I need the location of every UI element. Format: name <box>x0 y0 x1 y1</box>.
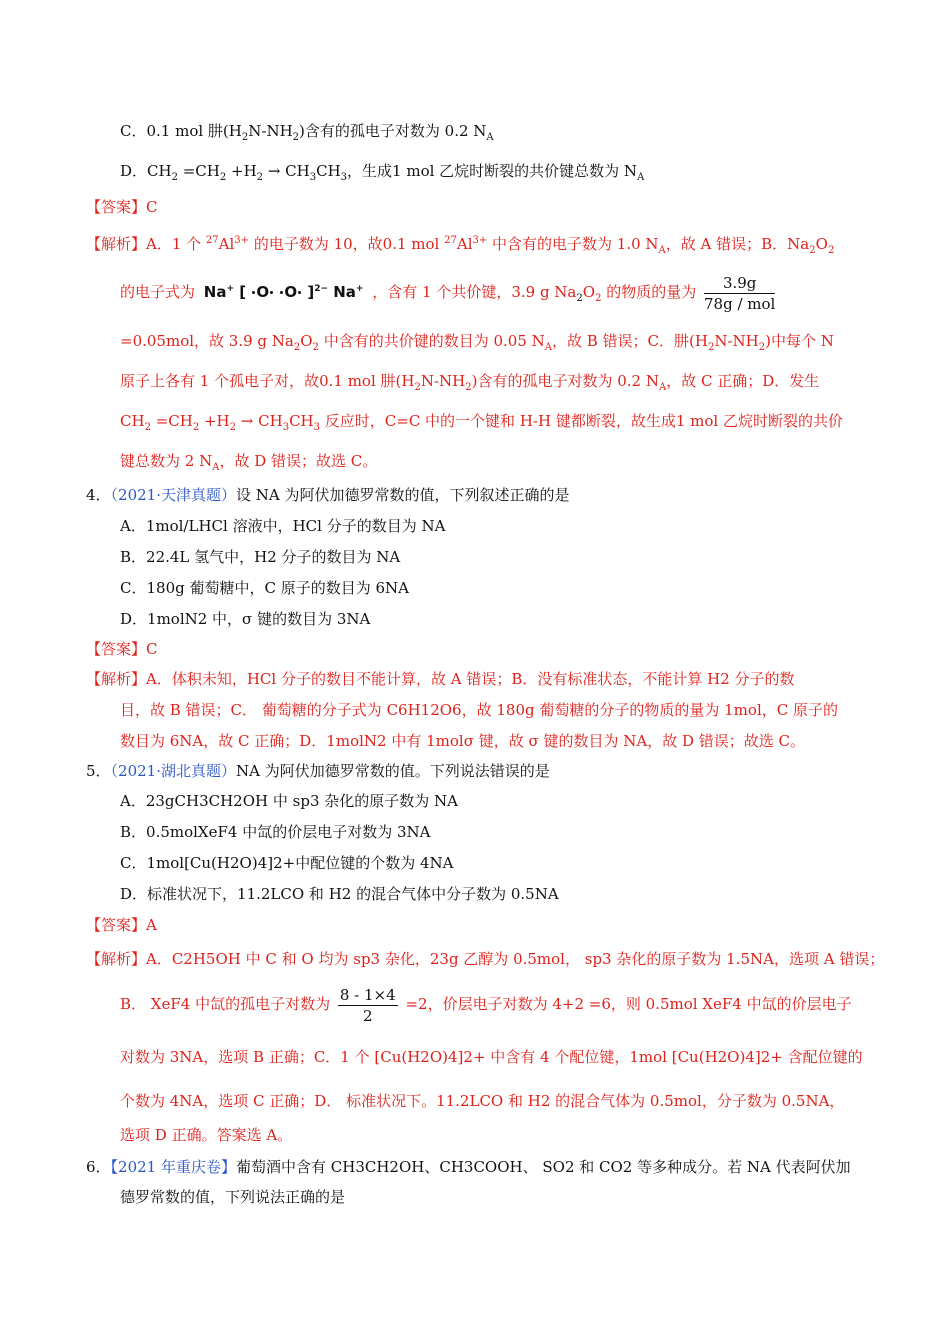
q5-explanation-line-1: 【解析】A．C2H5OH 中 C 和 O 均为 sp3 杂化，23g 乙醇为 0.5mol， sp3 杂化的原子数为 1.5NA，选项 A 错误； <box>86 950 885 968</box>
na2o2-electron-formula: Na+ [ O O ]$^{2-}$ Na+ <box>203 283 364 301</box>
q5-option-c: C．1mol[Cu(H2O)4]2+中配位键的个数为 4NA <box>120 854 454 872</box>
q5-answer: 【答案】A <box>86 916 157 934</box>
question-4-stem: 4．（2021·天津真题）设 NA 为阿伏加德罗常数的值，下列叙述正确的是 <box>86 486 570 504</box>
q3-option-d: D．$CH_2 =CH_2 +H_2 \to CH_3CH_3$，生成1 mol 乙烷时断裂的共价键总数为 $N_A$ <box>120 162 645 183</box>
q5-explanation-line-2: B． XeF4 中氙的孤电子对数为 $\frac{8 - 1\times 4}{2}$ =2，价层电子对数为 4+2 =6，则 0.5mol XeF4 中氙的价层电子 <box>120 985 852 1025</box>
q4-option-d: D．1molN2 中，σ 键的数目为 3NA <box>120 610 371 628</box>
q3-explanation-line-1: 【解析】A．1 个 $^{27}Al^{3+}$ 的电子数为 10，故0.1 mol $^{27}Al^{3+}$ 中含有的电子数为 1.0 $N_A$，故 A 错误；B．$Na_2O_2$ <box>86 235 835 256</box>
q5-option-d: D．标准状况下，11.2LCO 和 H2 的混合气体中分子数为 0.5NA <box>120 885 559 903</box>
question-6-stem: 6．【2021 年重庆卷】葡萄酒中含有 CH3CH2OH、CH3COOH、 SO2 和 CO2 等多种成分。若 NA 代表阿伏加 <box>86 1158 851 1176</box>
q4-explanation-line-1: 【解析】A．体积未知，HCl 分子的数目不能计算，故 A 错误；B．没有标准状态，不能计算 H2 分子的数 <box>86 670 795 688</box>
q5-explanation-line-4: 个数为 4NA，选项 C 正确；D． 标准状况下。11.2LCO 和 H2 的混合气体为 0.5mol，分子数为 0.5NA， <box>120 1092 845 1110</box>
q3-explanation-line-4: 原子上各有 1 个孤电子对，故0.1 mol 肼$(H_2N-NH_2)$含有的孤电子对数为 0.2 $N_A$，故 C 正确；D．发生 <box>120 372 820 393</box>
q5-option-a: A．23gCH3CH2OH 中 sp3 杂化的原子数为 NA <box>120 792 458 810</box>
q5-option-b: B．0.5molXeF4 中氙的价层电子对数为 3NA <box>120 823 431 841</box>
q4-option-c: C．180g 葡萄糖中，C 原子的数目为 6NA <box>120 579 409 597</box>
question-5-stem: 5．（2021·湖北真题）NA 为阿伏加德罗常数的值。下列说法错误的是 <box>86 762 550 780</box>
q5-explanation-line-3: 对数为 3NA，选项 B 正确；C．1 个 [Cu(H2O)4]2+ 中含有 4 个配位键，1mol [Cu(H2O)4]2+ 含配位键的 <box>120 1048 863 1066</box>
q3-explanation-line-6: 键总数为 2 $N_A$，故 D 错误；故选 C。 <box>120 452 378 473</box>
q5-explanation-line-5: 选项 D 正确。答案选 A。 <box>120 1126 293 1144</box>
q4-explanation-line-2: 目，故 B 错误；C． 葡萄糖的分子式为 C6H12O6，故 180g 葡萄糖的分子的物质的量为 1mol，C 原子的 <box>120 701 838 719</box>
q3-explanation-line-3: =0.05mol，故 3.9 g $Na_2O_2$ 中含有的共价键的数目为 0.05 $N_A$，故 B 错误；C．肼$(H_2N-NH_2)$中每个 N <box>120 332 834 353</box>
q4-option-a: A．1mol/LHCl 溶液中，HCl 分子的数目为 NA <box>120 517 446 535</box>
q4-answer: 【答案】C <box>86 640 158 658</box>
moles-fraction: $\frac{3.9g}{\text{78g / mol}}$ <box>704 273 776 313</box>
q3-answer: 【答案】C <box>86 198 158 216</box>
lone-pair-fraction: $\frac{8 - 1\times 4}{2}$ <box>339 985 396 1025</box>
question-6-stem-continued: 德罗常数的值，下列说法正确的是 <box>120 1188 346 1206</box>
q3-option-c: C．0.1 mol 肼$(H_2N-NH_2)$含有的孤电子对数为 0.2 $N_A$ <box>120 122 494 143</box>
q3-explanation-line-2: 的电子式为 Na+ [ O O ]$^{2-}$ Na+ ，含有 1 个共价键，3.9 g $Na_2O_2$ 的物质的量为 $\frac{3.9g}{\text{78g / mol}}$ <box>120 273 776 313</box>
q4-explanation-line-3: 数目为 6NA，故 C 正确；D．1molN2 中有 1molσ 键，故 σ 键的数目为 NA，故 D 错误；故选 C。 <box>120 732 806 750</box>
q3-explanation-line-5: $CH_2 =CH_2 +H_2 \to CH_3CH_3$ 反应时，C=C 中的一个键和 H-H 键都断裂，故生成1 mol 乙烷时断裂的共价 <box>120 412 843 433</box>
q4-option-b: B．22.4L 氢气中，H2 分子的数目为 NA <box>120 548 401 566</box>
